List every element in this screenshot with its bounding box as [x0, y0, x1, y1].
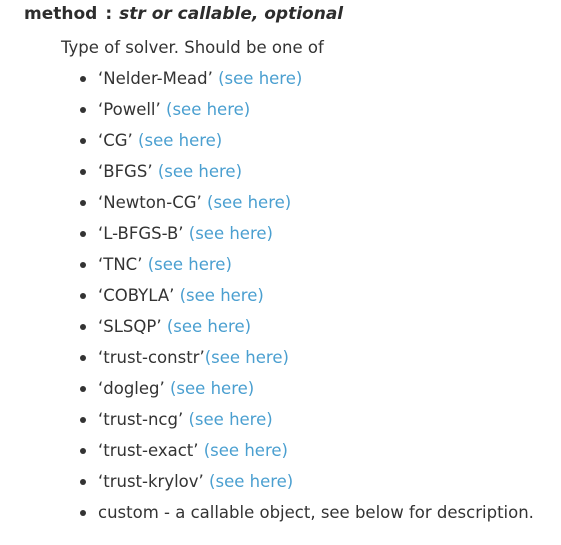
method-label: ‘trust-constr’: [98, 348, 205, 367]
see-here-link[interactable]: (see here): [179, 286, 264, 305]
method-label: ‘Newton-CG’: [98, 193, 202, 212]
list-item: [0, 254, 534, 285]
list-item: [0, 409, 534, 440]
list-item: [0, 99, 534, 130]
list-item: [0, 502, 534, 533]
see-here-link[interactable]: (see here): [166, 317, 252, 336]
method-label: ‘Nelder-Mead’: [98, 69, 213, 88]
bullet-icon: [80, 386, 86, 392]
parameter-colon: :: [105, 4, 113, 24]
bullet-icon: [80, 448, 86, 454]
bullet-icon: [80, 262, 86, 268]
method-label: ‘COBYLA’: [98, 286, 175, 305]
method-label: ‘BFGS’: [98, 162, 153, 181]
see-here-link[interactable]: (see here): [188, 224, 273, 243]
method-label: ‘TNC’: [98, 255, 143, 274]
see-here-link[interactable]: (see here): [188, 410, 273, 429]
see-here-link[interactable]: (see here): [209, 472, 294, 491]
bullet-icon: [80, 138, 86, 144]
list-item: [0, 378, 534, 409]
see-here-link[interactable]: (see here): [203, 441, 288, 460]
parameter-name: method: [24, 4, 98, 24]
bullet-icon: [80, 479, 86, 485]
method-label: ‘CG’: [98, 131, 133, 150]
see-here-link[interactable]: (see here): [204, 348, 289, 367]
parameter-description: Type of solver. Should be one of: [61, 38, 324, 57]
method-label: ‘L-BFGS-B’: [98, 224, 184, 243]
bullet-icon: [80, 200, 86, 206]
list-item: [0, 192, 534, 223]
bullet-icon: [80, 169, 86, 175]
parameter-type: str or callable, optional: [119, 4, 344, 24]
bullet-icon: [80, 510, 86, 516]
list-item: [0, 68, 534, 99]
method-label: ‘SLSQP’: [98, 317, 162, 336]
bullet-icon: [80, 355, 86, 361]
bullet-icon: [80, 76, 86, 82]
see-here-link[interactable]: (see here): [218, 69, 303, 88]
method-label: ‘dogleg’: [98, 379, 165, 398]
method-label: ‘trust-exact’: [98, 441, 199, 460]
list-item: [0, 440, 534, 471]
list-item: [0, 316, 534, 347]
method-label: custom - a callable object, see below for description.: [98, 503, 534, 522]
see-here-link[interactable]: (see here): [147, 255, 232, 274]
method-label: ‘trust-ncg’: [98, 410, 184, 429]
list-item: [0, 161, 534, 192]
see-here-link[interactable]: (see here): [166, 100, 251, 119]
see-here-link[interactable]: (see here): [157, 162, 243, 181]
list-item: [0, 471, 534, 502]
see-here-link[interactable]: (see here): [138, 131, 223, 150]
bullet-icon: [80, 293, 86, 299]
bullet-icon: [80, 231, 86, 237]
list-item: [0, 347, 534, 378]
bullet-icon: [80, 417, 86, 423]
list-item: [0, 223, 534, 254]
method-label: ‘Powell’: [98, 100, 161, 119]
list-item: [0, 285, 534, 316]
see-here-link[interactable]: (see here): [170, 379, 255, 398]
list-item: [0, 130, 534, 161]
bullet-icon: [80, 107, 86, 113]
method-list: [0, 68, 534, 533]
see-here-link[interactable]: (see here): [207, 193, 292, 212]
bullet-icon: [80, 324, 86, 330]
method-label: ‘trust-krylov’: [98, 472, 204, 491]
parameter-header: [24, 2, 343, 26]
